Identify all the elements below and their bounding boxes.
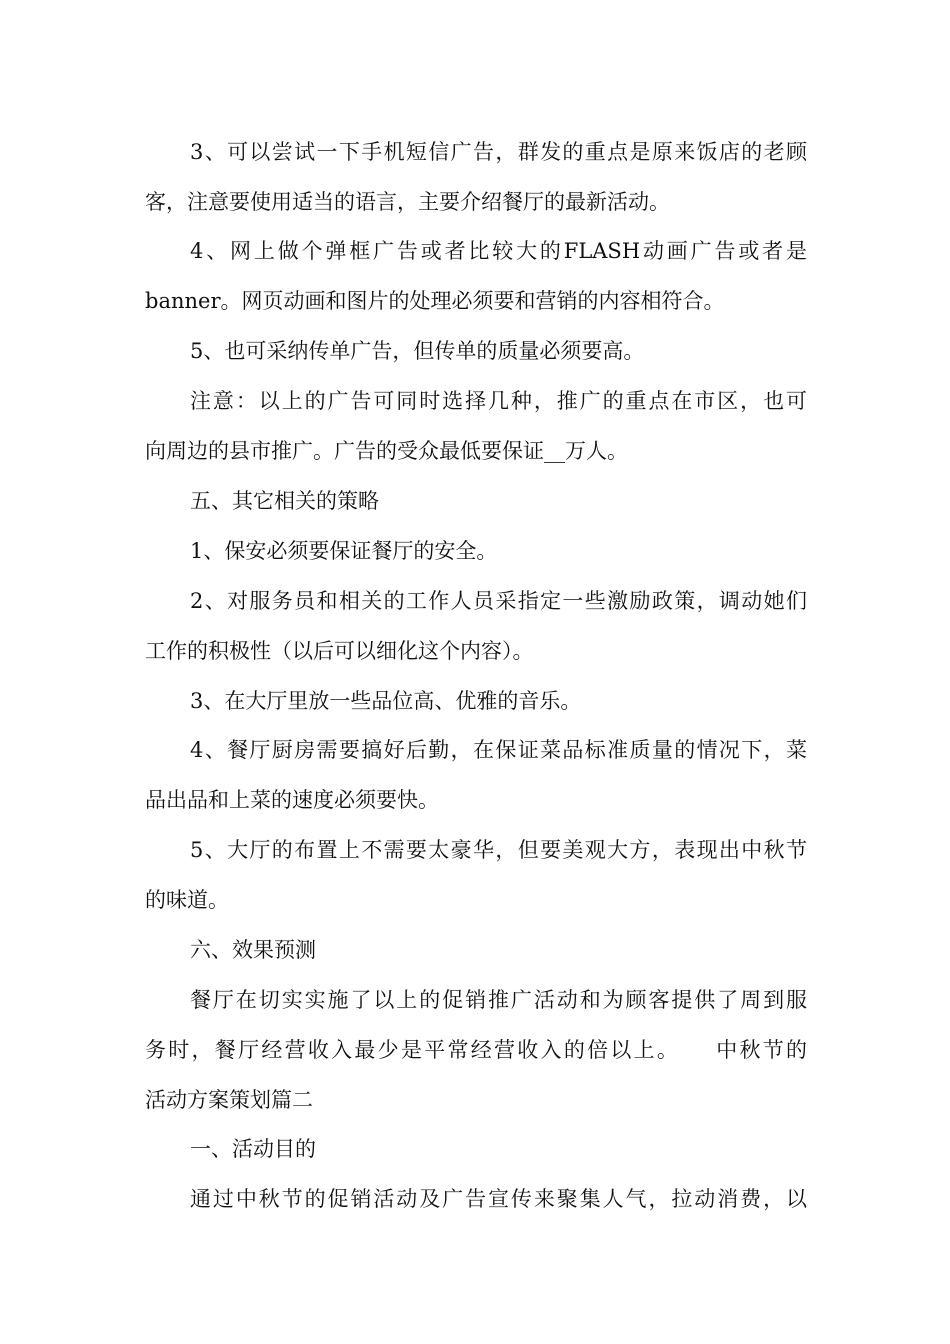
paragraph-line: 5、也可采纳传单广告，但传单的质量必须要高。 bbox=[190, 339, 645, 363]
paragraph-line: 品出品和上菜的速度必须要快。 bbox=[145, 788, 439, 812]
paragraph-line: 4、餐厅厨房需要搞好后勤，在保证菜品标准质量的情况下，菜 bbox=[190, 738, 807, 762]
paragraph-line: 5、大厅的布置上不需要太豪华，但要美观大方，表现出中秋节 bbox=[190, 838, 807, 862]
paragraph-line: 餐厅在切实实施了以上的促销推广活动和为顾客提供了周到服 bbox=[190, 988, 807, 1012]
paragraph-line: 向周边的县市推广。广告的受众最低要保证__万人。 bbox=[145, 439, 628, 463]
paragraph-line: 4、网上做个弹框广告或者比较大的FLASH动画广告或者是 bbox=[190, 239, 807, 263]
paragraph-line: 的味道。 bbox=[145, 888, 229, 912]
paragraph-line: 务时，餐厅经营收入最少是平常经营收入的倍以上。 中秋节的 bbox=[145, 1038, 807, 1062]
paragraph-line: 2、对服务员和相关的工作人员采指定一些激励政策，调动她们 bbox=[190, 589, 807, 613]
paragraph-line: 活动方案策划篇二 bbox=[145, 1088, 313, 1112]
paragraph-line: 注意：以上的广告可同时选择几种，推广的重点在市区，也可 bbox=[190, 389, 807, 413]
paragraph-line: 3、可以尝试一下手机短信广告，群发的重点是原来饭店的老顾 bbox=[190, 140, 807, 164]
section-heading: 五、其它相关的策略 bbox=[190, 489, 379, 513]
paragraph-line: banner。网页动画和图片的处理必须要和营销的内容相符合。 bbox=[145, 289, 725, 313]
paragraph-line: 通过中秋节的促销活动及广告宣传来聚集人气，拉动消费，以 bbox=[190, 1187, 807, 1211]
paragraph-line: 工作的积极性（以后可以细化这个内容）。 bbox=[145, 639, 534, 663]
paragraph-line: 客，注意要使用适当的语言，主要介绍餐厅的最新活动。 bbox=[145, 190, 670, 214]
paragraph-line: 1、保安必须要保证餐厅的安全。 bbox=[190, 539, 498, 563]
section-heading: 六、效果预测 bbox=[190, 938, 316, 962]
section-heading: 一、活动目的 bbox=[190, 1137, 316, 1161]
paragraph-line: 3、在大厅里放一些品位高、优雅的音乐。 bbox=[190, 689, 582, 713]
